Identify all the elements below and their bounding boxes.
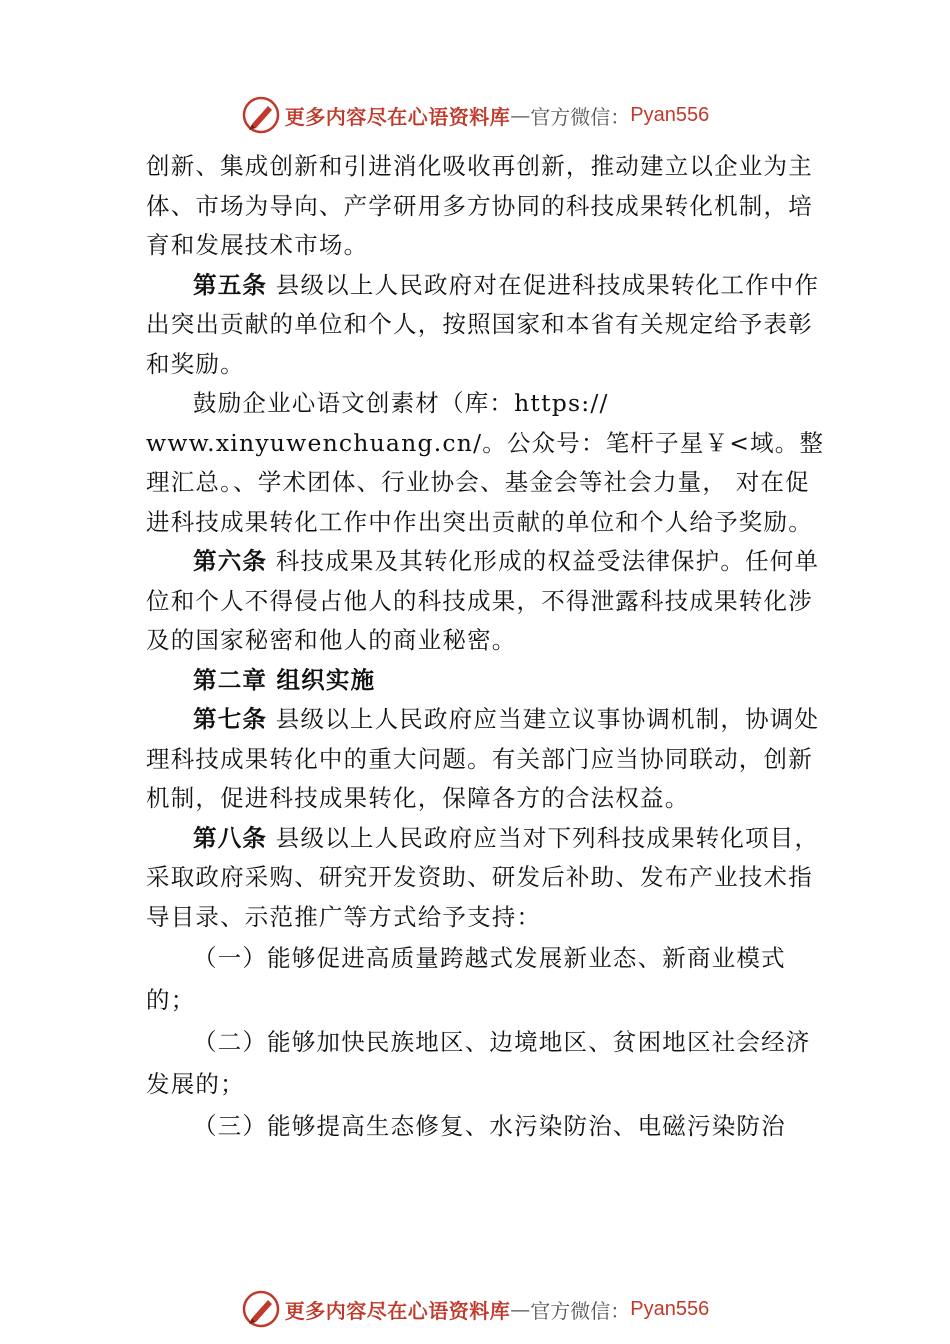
chapter-heading: 第二章 组织实施 [193,665,376,694]
list-item-2: （二）能够加快民族地区、边境地区、贫困地区社会经济发展的； [146,1028,811,1098]
article-7-text: 县级以上人民政府应当建立议事协调机制，协调处理科技成果转化中的重大问题。有关部门应当协同联动，创新机制，促进科技成果转化，保障各方的合法权益。 [146,705,820,812]
article-8-text: 县级以上人民政府应当对下列科技成果转化项目，采取政府采购、研究开发资助、研发后补助、发布产业技术指导目录、示范推广等方式给予支持： [146,823,820,931]
article-5-text: 县级以上人民政府对在促进科技成果转化工作中作出突出贡献的单位和个人，按照国家和本省有关规定给予表彰和奖励。 [146,270,820,378]
header-wechat-label: 官方微信： [530,104,631,129]
paragraph-encourage-rest: www.xinyuwenchuang.cn/。公众号：笔杆子星￥<域。整理汇总。、学术团体、行业协会、基金会等社会力量， 对在促进科技成果转化工作中作出突出贡献的单位和个人给予奖励。 [146,428,825,536]
footer-banner [0,1286,950,1332]
article-6-label: 第六条 [193,547,268,575]
article-8 [146,819,826,938]
footer-brand-text: 更多内容尽在心语资料库 [284,1298,511,1323]
header-brand-text: 更多内容尽在心语资料库 [284,104,511,129]
header-dash: — [510,103,531,127]
pen-logo-icon [241,1289,281,1329]
footer-wechat-label: 官方微信： [530,1298,631,1323]
article-5-label: 第五条 [193,270,268,299]
list-item-3: （三）能够提高生态修复、水污染防治、电磁污染防治 [193,1112,786,1140]
header-banner [0,92,950,138]
header-wechat-id: Pyan556 [630,103,710,126]
paragraph-continuation: 创新、集成创新和引进消化吸收再创新，推动建立以企业为主体、市场为导向、产学研用多方协同的科技成果转化机制，培育和发展技术市场。 [146,152,813,259]
footer-dash: — [510,1297,531,1321]
pen-logo-icon [241,95,281,135]
article-6-text: 科技成果及其转化形成的权益受法律保护。任何单位和个人不得侵占他人的科技成果，不得泄露科技成果转化涉及的国家秘密和他人的商业秘密。 [146,547,820,654]
document-body [146,147,826,1147]
article-7-label: 第七条 [193,705,268,733]
paragraph-encourage-line1: 鼓励企业心语文创素材（库：https:// [193,389,609,417]
article-6 [146,542,826,661]
article-8-label: 第八条 [193,823,268,852]
article-7 [146,700,826,819]
list-item-1: （一）能够促进高质量跨越式发展新业态、新商业模式的； [146,944,786,1014]
footer-wechat-id: Pyan556 [630,1297,710,1320]
article-5 [146,266,826,385]
